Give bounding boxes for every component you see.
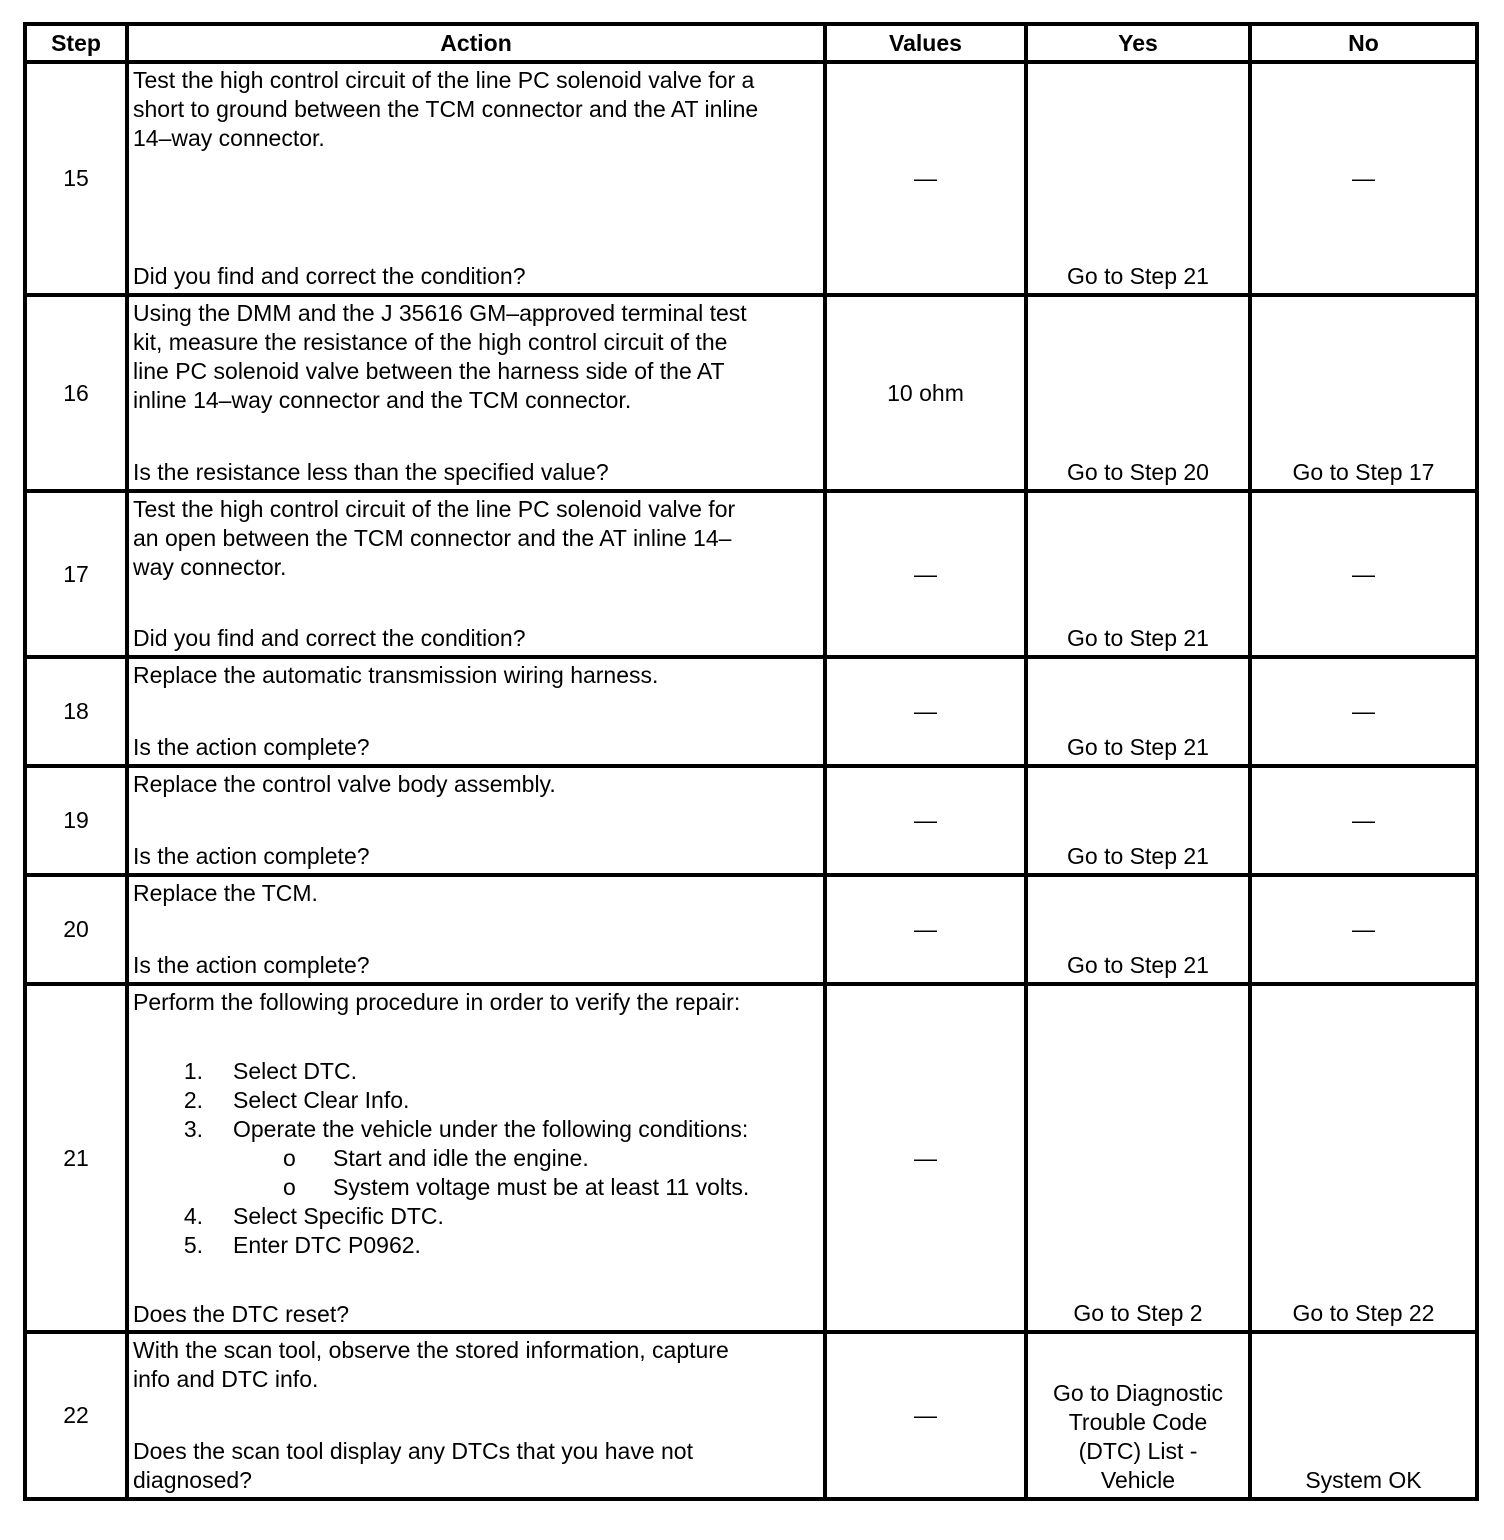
question-text: Is the action complete? — [133, 952, 370, 978]
values-cell: — — [825, 984, 1026, 1332]
header-no: No — [1250, 24, 1477, 62]
table-row — [25, 875, 1477, 984]
header-yes: Yes — [1026, 24, 1250, 62]
procedure-step-text: Select Specific DTC. — [233, 1203, 444, 1229]
diagnostic-table — [23, 22, 1479, 1501]
no-cell: — — [1250, 62, 1477, 295]
no-cell: — — [1250, 491, 1477, 657]
yes-cell: Go to Step 20 — [1026, 295, 1250, 491]
procedure-step — [133, 1231, 819, 1260]
values-cell: — — [825, 1332, 1026, 1499]
action-text: Replace the control valve body assembly. — [133, 771, 556, 797]
procedure-step-text: Select DTC. — [233, 1058, 357, 1084]
procedure-step — [133, 1086, 819, 1115]
yes-cell: Go to Step 21 — [1026, 875, 1250, 984]
action-text: Replace the TCM. — [133, 880, 318, 906]
table-row — [25, 657, 1477, 766]
action-cell — [127, 766, 825, 875]
action-text: Perform the following procedure in order to verify the repair: — [133, 989, 741, 1015]
procedure-step — [133, 1057, 819, 1086]
question-text: Does the DTC reset? — [133, 1301, 350, 1327]
procedure-step — [133, 1202, 819, 1231]
values-cell: — — [825, 875, 1026, 984]
action-text: Using the DMM and the J 35616 GM–approved terminal test kit, measure the resistance of the high control circuit of the line PC solenoid valve between the harness side of the AT inline 14–way connector and the TCM connector. — [133, 300, 747, 413]
procedure-step — [133, 1115, 819, 1144]
step-cell: 18 — [25, 657, 127, 766]
procedure-step-number: 2. — [183, 1087, 203, 1113]
step-cell: 21 — [25, 984, 127, 1332]
question-text: Is the action complete? — [133, 734, 370, 760]
procedure-step-text: Enter DTC P0962. — [233, 1232, 421, 1258]
yes-cell: Go to Diagnostic Trouble Code (DTC) List - Vehicle — [1026, 1332, 1250, 1499]
no-cell: — — [1250, 657, 1477, 766]
procedure-substep-text: Start and idle the engine. — [333, 1145, 589, 1171]
values-cell: 10 ohm — [825, 295, 1026, 491]
action-cell — [127, 295, 825, 491]
step-cell: 17 — [25, 491, 127, 657]
values-cell: — — [825, 657, 1026, 766]
table-row — [25, 766, 1477, 875]
yes-cell: Go to Step 21 — [1026, 766, 1250, 875]
step-cell: 15 — [25, 62, 127, 295]
table-row — [25, 1332, 1477, 1499]
action-text: Test the high control circuit of the line PC solenoid valve for an open between the TCM connector and the AT inline 14– way connector. — [133, 496, 736, 580]
question-text: Is the resistance less than the specified value? — [133, 459, 609, 485]
values-cell: — — [825, 62, 1026, 295]
yes-cell: Go to Step 2 — [1026, 984, 1250, 1332]
question-text: Did you find and correct the condition? — [133, 263, 526, 289]
action-cell — [127, 491, 825, 657]
circle-bullet-icon: o — [283, 1145, 296, 1171]
no-cell: Go to Step 22 — [1250, 984, 1477, 1332]
table-row — [25, 62, 1477, 295]
action-cell — [127, 875, 825, 984]
action-text: Replace the automatic transmission wiring harness. — [133, 662, 659, 688]
action-cell — [127, 1332, 825, 1499]
table-row — [25, 984, 1477, 1332]
action-cell — [127, 984, 825, 1332]
procedure-step-text: Select Clear Info. — [233, 1087, 410, 1113]
question-text: Does the scan tool display any DTCs that you have not diagnosed? — [133, 1438, 693, 1493]
yes-cell: Go to Step 21 — [1026, 62, 1250, 295]
circle-bullet-icon: o — [283, 1174, 296, 1200]
table-row — [25, 295, 1477, 491]
question-text: Did you find and correct the condition? — [133, 625, 526, 651]
action-cell — [127, 62, 825, 295]
no-cell: — — [1250, 766, 1477, 875]
no-cell: — — [1250, 875, 1477, 984]
yes-cell: Go to Step 21 — [1026, 657, 1250, 766]
action-cell — [127, 657, 825, 766]
step-cell: 20 — [25, 875, 127, 984]
no-cell: Go to Step 17 — [1250, 295, 1477, 491]
step-cell: 19 — [25, 766, 127, 875]
procedure-step-number: 5. — [183, 1232, 203, 1258]
values-cell: — — [825, 491, 1026, 657]
procedure-substep-text: System voltage must be at least 11 volts. — [333, 1174, 750, 1200]
action-text: Test the high control circuit of the line PC solenoid valve for a short to ground between the TCM connector and the AT inline 14–way connector. — [133, 67, 759, 151]
procedure-substep — [133, 1173, 819, 1202]
procedure-substep — [133, 1144, 819, 1173]
question-text: Is the action complete? — [133, 843, 370, 869]
step-cell: 16 — [25, 295, 127, 491]
header-values: Values — [825, 24, 1026, 62]
table-row — [25, 491, 1477, 657]
header-action: Action — [127, 24, 825, 62]
header-step: Step — [25, 24, 127, 62]
procedure-step-number: 4. — [183, 1203, 203, 1229]
no-cell: System OK — [1250, 1332, 1477, 1499]
step-cell: 22 — [25, 1332, 127, 1499]
action-text: With the scan tool, observe the stored information, capture info and DTC info. — [133, 1337, 729, 1392]
procedure-list — [133, 1057, 819, 1260]
procedure-step-text: Operate the vehicle under the following conditions: — [233, 1116, 749, 1142]
procedure-step-number: 1. — [183, 1058, 203, 1084]
procedure-step-number: 3. — [183, 1116, 203, 1142]
yes-cell: Go to Step 21 — [1026, 491, 1250, 657]
values-cell: — — [825, 766, 1026, 875]
header-row — [25, 24, 1477, 62]
